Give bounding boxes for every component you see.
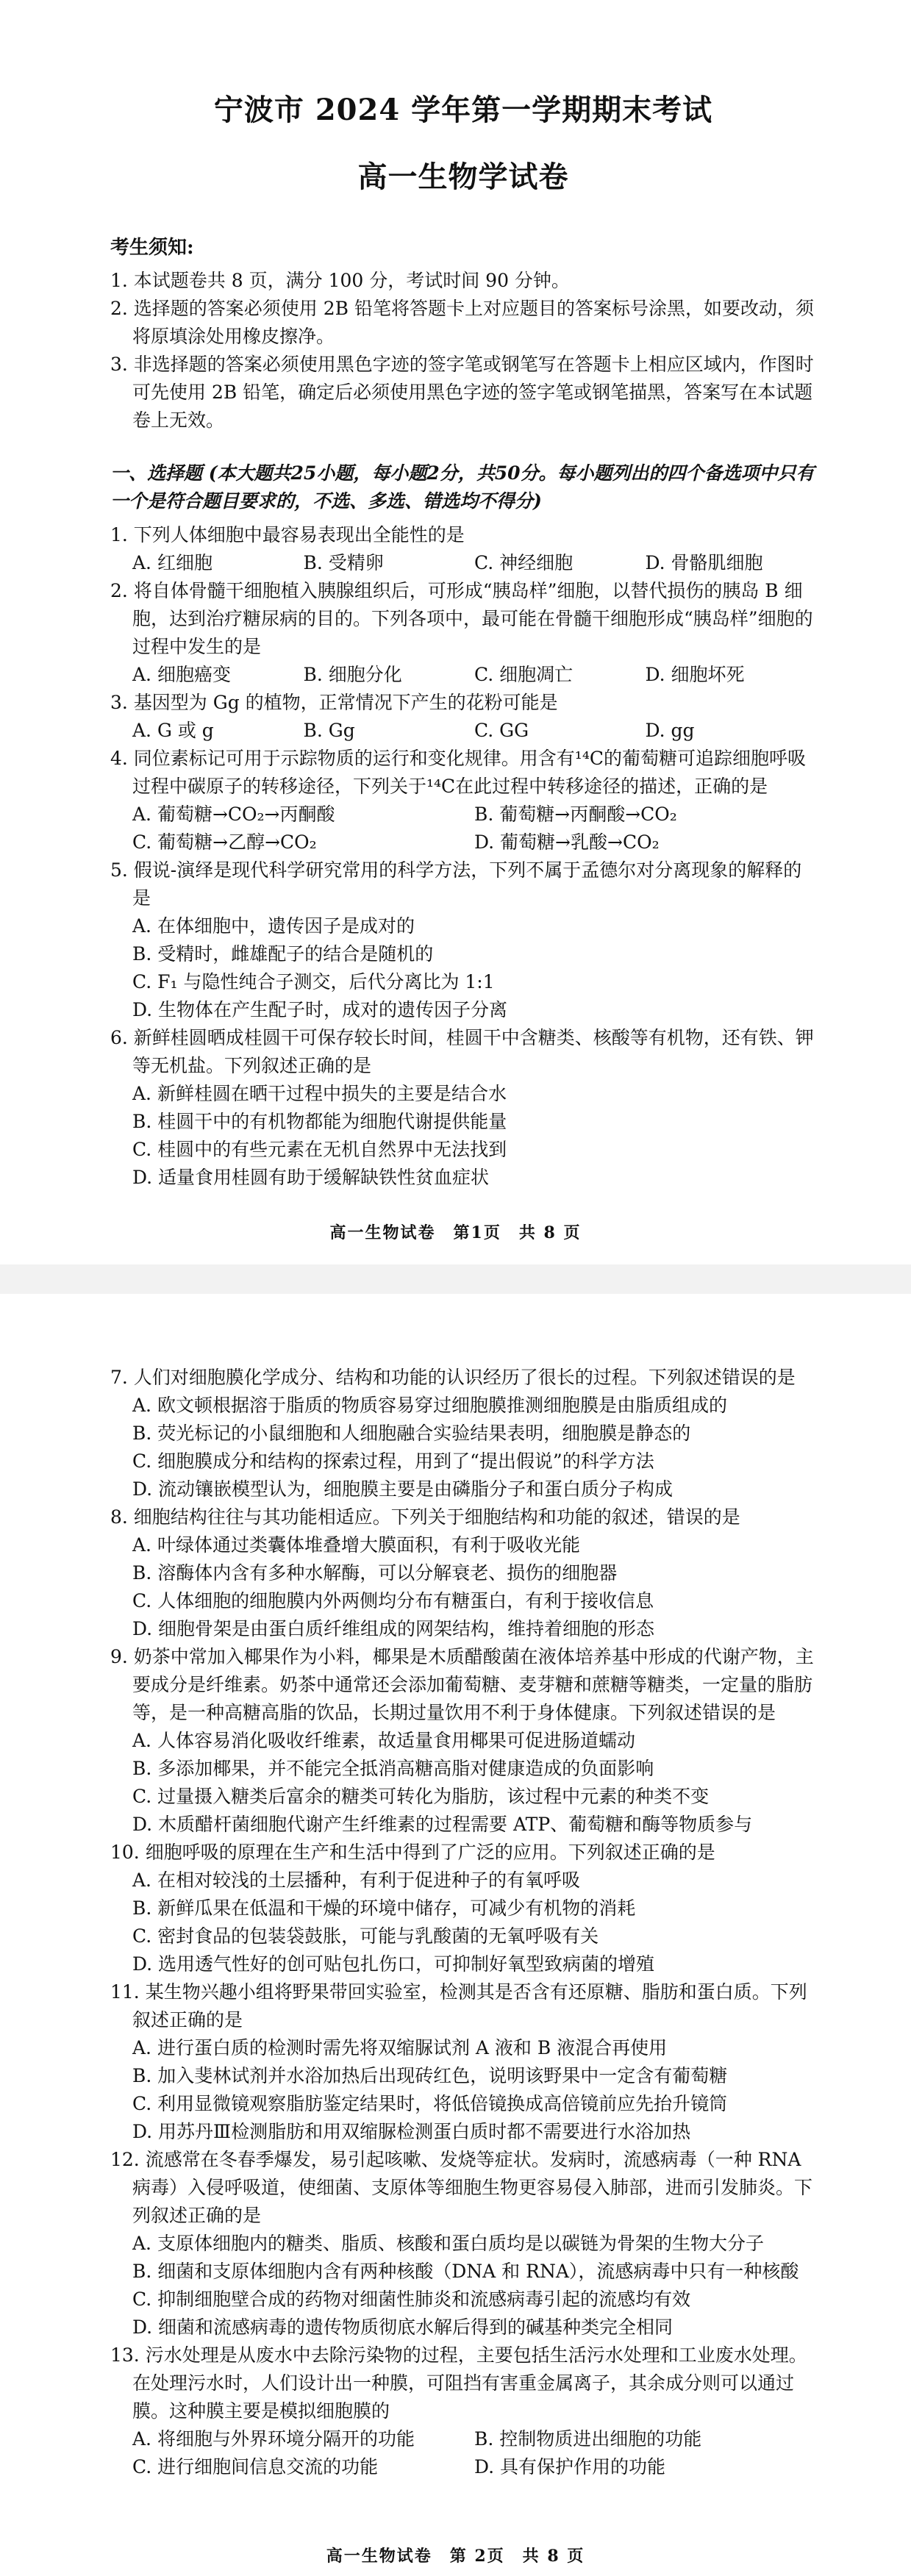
question-options xyxy=(110,1392,816,1503)
option-a: A. 人体容易消化吸收纤维素，故适量食用椰果可促进肠道蠕动 xyxy=(132,1730,635,1751)
question-7 xyxy=(110,1364,816,1503)
note-item: 3. 非选择题的答案必须使用黑色字迹的签字笔或钢笔写在答题卡上相应区域内，作图时可先使用 2B 铅笔，确定后必须使用黑色字迹的签字笔或钢笔描黑，答案写在本试题卷上无效。 xyxy=(110,354,814,431)
section-heading: 一、选择题 (本大题共25小题，每小题2分，共50分。每小题列出的四个备选项中只有一个是符合题目要求的，不选、多选、错选均不得分) xyxy=(110,462,815,512)
option-c: C. F₁ 与隐性纯合子测交，后代分离比为 1:1 xyxy=(132,971,495,992)
option-d: D. 细胞坏死 xyxy=(645,664,745,685)
page-gap xyxy=(0,1264,911,1294)
page-footer: 高一生物试卷 第1页 共 8 页 xyxy=(329,1223,582,1242)
question-3 xyxy=(110,689,816,745)
question-options xyxy=(110,1867,816,1978)
exam-title: 宁波市 2024 学年第一学期期末考试 xyxy=(213,93,713,127)
question-stem: 8. 细胞结构往往与其功能相适应。下列关于细胞结构和功能的叙述，错误的是 xyxy=(110,1506,740,1528)
question-12 xyxy=(110,2146,816,2341)
notes-heading: 考生须知: xyxy=(110,237,194,259)
page-footer: 高一生物试卷 第 2页 共 8 页 xyxy=(326,2547,585,2566)
question-10 xyxy=(110,1839,816,1978)
question-options xyxy=(110,2034,816,2146)
option-b: B. 葡萄糖→丙酮酸→CO₂ xyxy=(474,804,677,825)
question-stem: 11. 某生物兴趣小组将野果带回实验室，检测其是否含有还原糖、脂肪和蛋白质。下列叙述正确的是 xyxy=(110,1981,807,2031)
option-a: A. 新鲜桂圆在晒干过程中损失的主要是结合水 xyxy=(132,1083,507,1104)
option-a: A. 叶绿体通过类囊体堆叠增大膜面积，有利于吸收光能 xyxy=(132,1534,580,1556)
question-options xyxy=(110,1080,816,1192)
option-b: B. Gg xyxy=(303,720,355,741)
option-c: C. 过量摄入糖类后富余的糖类可转化为脂肪，该过程中元素的种类不变 xyxy=(132,1786,710,1807)
option-c: C. GG xyxy=(474,720,529,741)
option-b: B. 荧光标记的小鼠细胞和人细胞融合实验结果表明，细胞膜是静态的 xyxy=(132,1423,691,1444)
page-1 xyxy=(0,0,911,1264)
note-item: 2. 选择题的答案必须使用 2B 铅笔将答题卡上对应题目的答案标号涂黑，如要改动，须将原填涂处用橡皮擦净。 xyxy=(110,298,814,347)
question-options xyxy=(110,912,816,1024)
question-stem: 2. 将自体骨髓干细胞植入胰腺组织后，可形成“胰岛样”细胞，以替代损伤的胰岛 B 细胞，达到治疗糖尿病的目的。下列各项中，最可能在骨髓干细胞形成“胰岛样”细胞的过程中发生的是 xyxy=(110,580,813,657)
option-c: C. 利用显微镜观察脂肪鉴定结果时，将低倍镜换成高倍镜前应先抬升镜筒 xyxy=(132,2093,728,2114)
option-b: B. 细菌和支原体细胞内含有两种核酸（DNA 和 RNA），流感病毒中只有一种核酸 xyxy=(132,2261,799,2282)
option-b: B. 控制物质进出细胞的功能 xyxy=(474,2428,702,2450)
option-c: C. 密封食品的包装袋鼓胀，可能与乳酸菌的无氧呼吸有关 xyxy=(132,1925,599,1947)
question-4 xyxy=(110,745,816,856)
question-9 xyxy=(110,1643,816,1839)
page-1-content xyxy=(110,87,816,1192)
question-options xyxy=(110,2230,816,2341)
option-d: D. gg xyxy=(645,720,695,741)
question-options xyxy=(110,801,816,856)
question-options xyxy=(110,2425,816,2481)
option-d: D. 适量食用桂圆有助于缓解缺铁性贫血症状 xyxy=(132,1167,490,1188)
question-options xyxy=(110,717,816,745)
option-a: A. 在体细胞中，遗传因子是成对的 xyxy=(132,915,415,937)
question-11 xyxy=(110,1978,816,2146)
question-5 xyxy=(110,856,816,1024)
question-stem: 4. 同位素标记可用于示踪物质的运行和变化规律。用含有¹⁴C的葡萄糖可追踪细胞呼吸过程中碳原子的转移途径，下列关于¹⁴C在此过程中转移途径的描述，正确的是 xyxy=(110,748,806,797)
option-c: C. 桂圆中的有些元素在无机自然界中无法找到 xyxy=(132,1139,507,1160)
question-options xyxy=(110,1531,816,1643)
option-a: A. G 或 g xyxy=(132,720,214,741)
question-options xyxy=(110,661,816,689)
option-c: C. 葡萄糖→乙醇→CO₂ xyxy=(132,831,317,853)
option-b: B. 新鲜瓜果在低温和干燥的环境中储存，可减少有机物的消耗 xyxy=(132,1897,636,1919)
option-a: A. 支原体细胞内的糖类、脂质、核酸和蛋白质均是以碳链为骨架的生物大分子 xyxy=(132,2233,764,2254)
option-d: D. 流动镶嵌模型认为，细胞膜主要是由磷脂分子和蛋白质分子构成 xyxy=(132,1478,674,1500)
question-stem: 1. 下列人体细胞中最容易表现出全能性的是 xyxy=(110,524,465,545)
option-c: C. 人体细胞的细胞膜内外两侧均分布有糖蛋白，有利于接收信息 xyxy=(132,1590,654,1611)
option-a: A. 欧文顿根据溶于脂质的物质容易穿过细胞膜推测细胞膜是由脂质组成的 xyxy=(132,1395,727,1416)
option-b: B. 加入斐林试剂并水浴加热后出现砖红色，说明该野果中一定含有葡萄糖 xyxy=(132,2065,728,2086)
option-b: B. 多添加椰果，并不能完全抵消高糖高脂对健康造成的负面影响 xyxy=(132,1758,654,1779)
option-d: D. 用苏丹Ⅲ检测脂肪和用双缩脲检测蛋白质时都不需要进行水浴加热 xyxy=(132,2121,691,2142)
option-a: A. 将细胞与外界环境分隔开的功能 xyxy=(132,2428,415,2450)
question-13 xyxy=(110,2341,816,2481)
exam-subtitle: 高一生物学试卷 xyxy=(357,160,569,194)
option-c: C. 细胞膜成分和结构的探索过程，用到了“提出假说”的科学方法 xyxy=(132,1450,654,1472)
option-b: B. 受精时，雌雄配子的结合是随机的 xyxy=(132,943,434,965)
page-2-content xyxy=(110,1364,816,2481)
option-d: D. 细胞骨架是由蛋白质纤维组成的网架结构，维持着细胞的形态 xyxy=(132,1618,655,1639)
question-6 xyxy=(110,1024,816,1192)
option-b: B. 溶酶体内含有多种水解酶，可以分解衰老、损伤的细胞器 xyxy=(132,1562,618,1584)
question-stem: 12. 流感常在冬春季爆发，易引起咳嗽、发烧等症状。发病时，流感病毒（一种 RNA 病毒）入侵呼吸道，使细菌、支原体等细胞生物更容易侵入肺部，进而引发肺炎。下列叙述正确的是 xyxy=(110,2149,813,2226)
option-c: C. 细胞凋亡 xyxy=(474,664,574,685)
question-stem: 10. 细胞呼吸的原理在生产和生活中得到了广泛的应用。下列叙述正确的是 xyxy=(110,1842,715,1863)
option-d: D. 葡萄糖→乳酸→CO₂ xyxy=(474,831,660,853)
question-stem: 13. 污水处理是从废水中去除污染物的过程，主要包括生活污水处理和工业废水处理。在处理污水时，人们设计出一种膜，可阻挡有害重金属离子，其余成分则可以通过膜。这种膜主要是模拟细胞膜的 xyxy=(110,2344,807,2422)
question-stem: 9. 奶茶中常加入椰果作为小料，椰果是木质醋酸菌在液体培养基中形成的代谢产物，主要成分是纤维素。奶茶中通常还会添加葡萄糖、麦芽糖和蔗糖等糖类，一定量的脂肪等，是一种高糖高脂的饮品，长期过量饮用不利于身体健康。下列叙述错误的是 xyxy=(110,1646,814,1723)
option-c: C. 神经细胞 xyxy=(474,552,574,573)
question-stem: 3. 基因型为 Gg 的植物，正常情况下产生的花粉可能是 xyxy=(110,692,558,713)
option-c: C. 进行细胞间信息交流的功能 xyxy=(132,2456,379,2477)
option-a: A. 进行蛋白质的检测时需先将双缩脲试剂 A 液和 B 液混合再使用 xyxy=(132,2037,668,2058)
option-b: B. 受精卵 xyxy=(303,552,384,573)
option-a: A. 葡萄糖→CO₂→丙酮酸 xyxy=(132,804,335,825)
question-2 xyxy=(110,577,816,689)
question-stem: 7. 人们对细胞膜化学成分、结构和功能的认识经历了很长的过程。下列叙述错误的是 xyxy=(110,1367,796,1388)
question-1 xyxy=(110,521,816,577)
question-options xyxy=(110,549,816,577)
option-d: D. 木质醋杆菌细胞代谢产生纤维素的过程需要 ATP、葡萄糖和酶等物质参与 xyxy=(132,1814,753,1835)
question-options xyxy=(110,1727,816,1839)
note-item: 1. 本试题卷共 8 页，满分 100 分，考试时间 90 分钟。 xyxy=(110,270,570,291)
option-d: D. 具有保护作用的功能 xyxy=(474,2456,666,2477)
option-c: C. 抑制细胞壁合成的药物对细菌性肺炎和流感病毒引起的流感均有效 xyxy=(132,2289,691,2310)
option-b: B. 桂圆干中的有机物都能为细胞代谢提供能量 xyxy=(132,1111,507,1132)
option-a: A. 细胞癌变 xyxy=(132,664,231,685)
question-stem: 6. 新鲜桂圆晒成桂圆干可保存较长时间，桂圆干中含糖类、核酸等有机物，还有铁、钾等无机盐。下列叙述正确的是 xyxy=(110,1027,814,1076)
option-d: D. 骨骼肌细胞 xyxy=(645,552,763,573)
option-a: A. 在相对较浅的土层播种，有利于促进种子的有氧呼吸 xyxy=(132,1870,580,1891)
question-8 xyxy=(110,1503,816,1643)
option-d: D. 生物体在产生配子时，成对的遗传因子分离 xyxy=(132,999,508,1020)
option-d: D. 细菌和流感病毒的遗传物质彻底水解后得到的碱基种类完全相同 xyxy=(132,2316,674,2338)
option-b: B. 细胞分化 xyxy=(303,664,402,685)
option-a: A. 红细胞 xyxy=(132,552,212,573)
question-stem: 5. 假说-演绎是现代科学研究常用的科学方法，下列不属于孟德尔对分离现象的解释的是 xyxy=(110,859,802,909)
option-d: D. 选用透气性好的创可贴包扎伤口，可抑制好氧型致病菌的增殖 xyxy=(132,1953,655,1975)
